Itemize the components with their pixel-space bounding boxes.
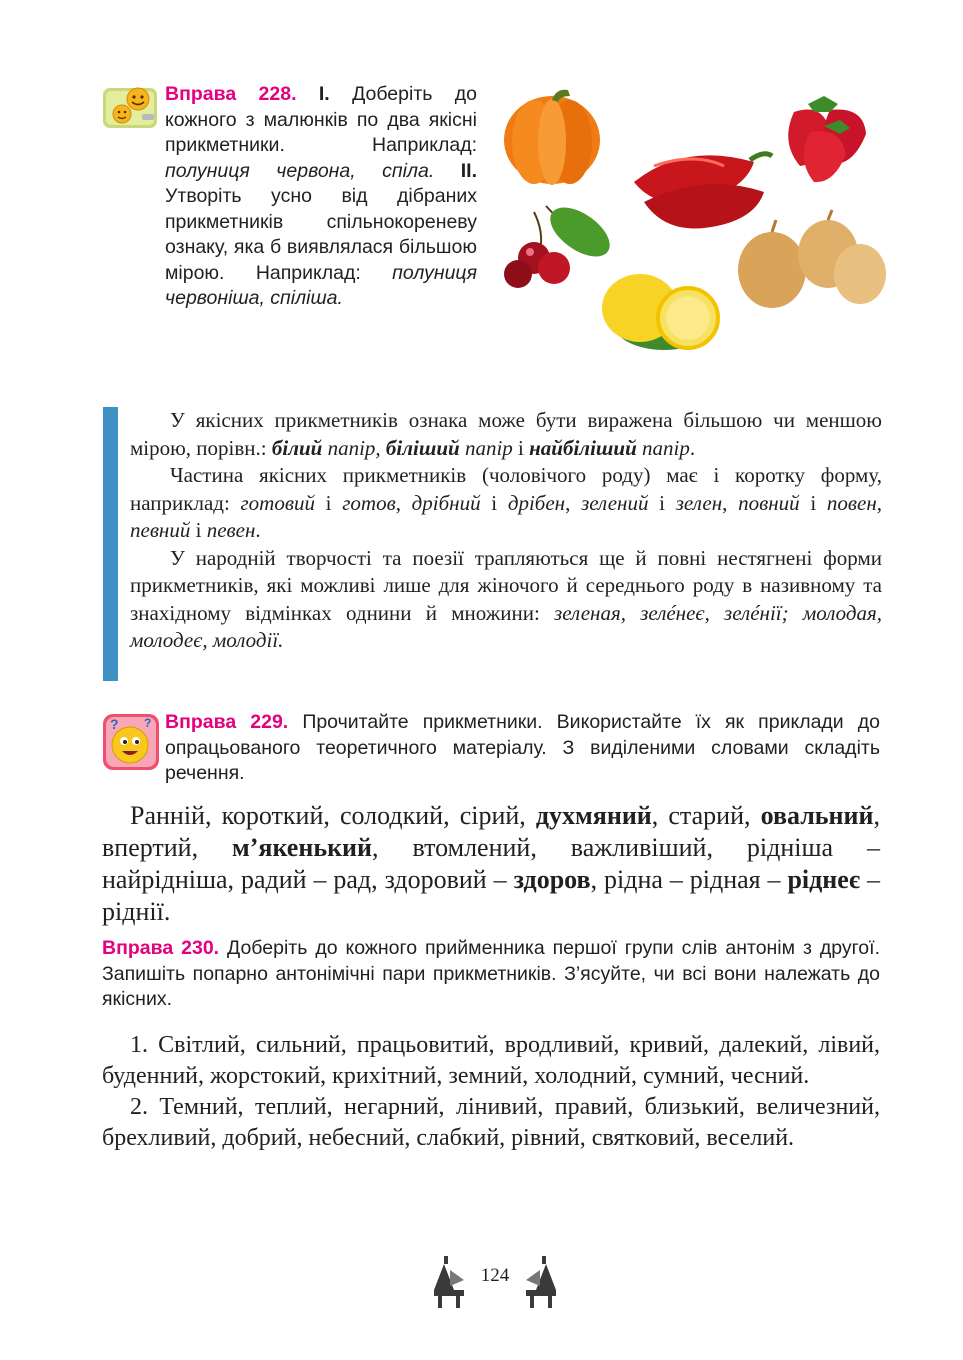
theory-paragraph-1: У якісних прикметників ознака може бути виражена більшою чи меншою мірою, порівн.: білий папір, біліший папір і найбіліший папір.: [130, 408, 882, 460]
svg-text:?: ?: [110, 716, 119, 732]
exercise-228: [165, 82, 477, 312]
theory-block: [130, 407, 882, 655]
exercise-229-label: Вправа 229.: [165, 711, 289, 733]
exercise-229: [165, 710, 880, 787]
smiley-pair-icon: [102, 84, 158, 130]
pumpkin-icon: [504, 90, 600, 185]
word-group-2: 2. Темний, теплий, негарний, лінивий, правий, близький, величезний, брехливий, добрий, небесний, слабкий, рівний, святковий, веселий.: [102, 1094, 880, 1151]
word-group-1: 1. Світлий, сильний, працьовитий, вродливий, кривий, далекий, лівий, буденний, жорстокий, крихітний, земний, холодний, сумний, чесний.: [102, 1032, 880, 1089]
exercise-230: [102, 936, 880, 1013]
thinking-smiley-icon: [102, 713, 160, 771]
ornament-right-icon: [526, 1256, 556, 1308]
exercise-228-example-2: полуниця червоніша, спіліша.: [165, 261, 477, 309]
exercise-230-groups: [102, 1030, 880, 1154]
roman-two: II.: [434, 159, 477, 182]
exercise-230-label: Вправа 230.: [102, 937, 220, 959]
cherries-icon: [504, 198, 618, 288]
exercise-230-task: Доберіть до кожного прийменника першої групи слів антонім з другої. Запишіть попарно антонімічні пари прикметників. З’ясуйте, чи всі вони належать до якісних.: [102, 937, 880, 1010]
roman-one: I.: [296, 83, 330, 105]
lemon-icon: [602, 274, 718, 350]
svg-text:?: ?: [144, 716, 152, 730]
theory-paragraph-3: У народній творчості та поезії трапляються ще й повні нестягнені форми прикметників, які можливі лише для жіночого й середнього роду в називному та знахідному відмінках однини й множини: зеленая, зелéнеє, зелéнії; молодая, молодеє, молодії.: [130, 545, 883, 652]
page-number: 124: [480, 1265, 510, 1286]
theory-paragraph-2: Частина якісних прикметників (чоловічого роду) має і коротку форму, наприклад: готовий і готов, дрібний і дрібен, зелений і зелен, повний і повен, певний і певен.: [130, 463, 883, 542]
exercise-229-words: Ранній, короткий, солодкий, сірий, духмяний, старий, овальний, впертий, м’якенький, втомлений, важливіший, рідніша – найрідніша, радий – рад, здоровий – здоров, рідна – рідная – ріднеє – ріднії.: [102, 801, 880, 926]
exercise-228-example-1: полуниця червона, спіла.: [165, 159, 435, 182]
red-peppers-icon: [634, 154, 772, 229]
exercise-229-task: Прочитайте прикметники. Використайте їх як приклади до опрацьованого теоретичного матеріалу. З виділеними словами складіть речення.: [165, 711, 881, 784]
exercise-228-task-2: Утворіть усно від дібраних прикметників спільнокореневу ознаку, яка б виявлялася більшою мірою. Наприклад:: [165, 185, 477, 284]
strawberries-icon: [788, 96, 866, 182]
theory-accent-bar: [103, 407, 118, 681]
exercise-228-label: Вправа 228.: [165, 83, 297, 105]
onions-icon: [738, 210, 886, 308]
ornament-left-icon: [434, 1256, 464, 1308]
fruit-illustration: [494, 82, 886, 362]
exercise-228-task-1: Доберіть до кожного з малюнків по два якісні прикметники. Наприклад:: [165, 83, 477, 156]
